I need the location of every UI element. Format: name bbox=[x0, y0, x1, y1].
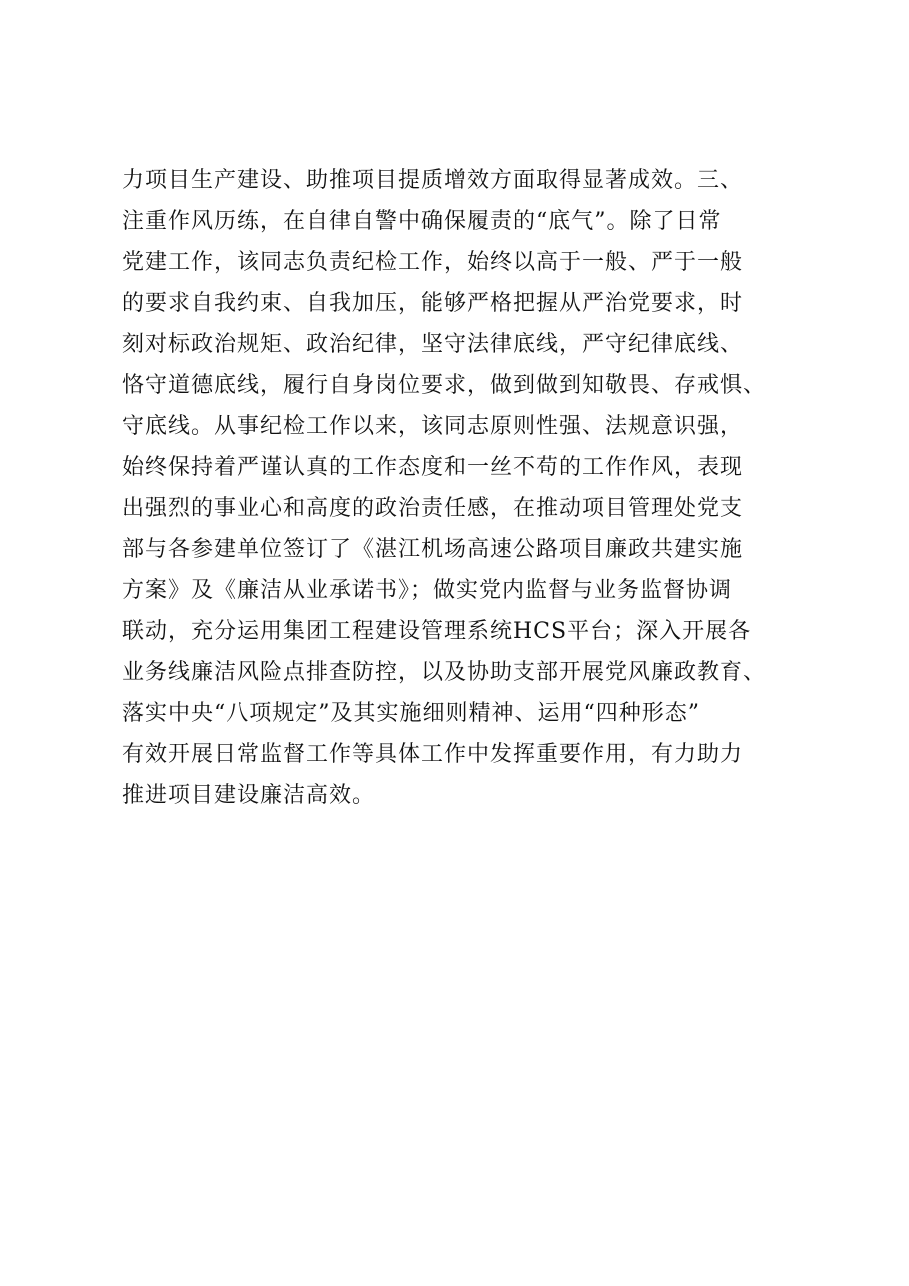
text-line: 守底线。从事纪检工作以来，该同志原则性强、法规意识强， bbox=[122, 414, 744, 439]
text-line: 始终保持着严谨认真的工作态度和一丝不苟的工作作风，表现 bbox=[122, 455, 744, 480]
text-line: 落实中央“八项规定”及其实施细则精神、运用“四种形态” bbox=[122, 701, 700, 726]
text-line: 出强烈的事业心和高度的政治责任感，在推动项目管理处党支 bbox=[122, 496, 744, 521]
text-line: 力项目生产建设、助推项目提质增效方面取得显著成效。三、 bbox=[122, 168, 744, 193]
text-line: 恪守道德底线，履行自身岗位要求，做到做到知敬畏、存戒惧、 bbox=[122, 373, 767, 398]
text-line: 推进项目建设廉洁高效。 bbox=[122, 783, 376, 808]
text-line: 注重作风历练，在自律自警中确保履责的“底气”。除了日常 bbox=[122, 209, 722, 234]
text-line: 业务线廉洁风险点排查防控，以及协助支部开展党风廉政教育、 bbox=[122, 660, 767, 685]
text-line: 方案》及《廉洁从业承诺书》；做实党内监督与业务监督协调 bbox=[122, 578, 733, 603]
text-line: 有效开展日常监督工作等具体工作中发挥重要作用，有力助力 bbox=[122, 742, 744, 767]
text-line: 联动，充分运用集团工程建设管理系统HCS平台；深入开展各 bbox=[122, 619, 752, 644]
text-line: 刻对标政治规矩、政治纪律，坚守法律底线，严守纪律底线、 bbox=[122, 332, 744, 357]
text-line: 部与各参建单位签订了《湛江机场高速公路项目廉政共建实施 bbox=[122, 537, 744, 562]
body-paragraph bbox=[122, 160, 822, 816]
text-line: 党建工作，该同志负责纪检工作，始终以高于一般、严于一般 bbox=[122, 250, 744, 275]
text-line: 的要求自我约束、自我加压，能够严格把握从严治党要求，时 bbox=[122, 291, 744, 316]
